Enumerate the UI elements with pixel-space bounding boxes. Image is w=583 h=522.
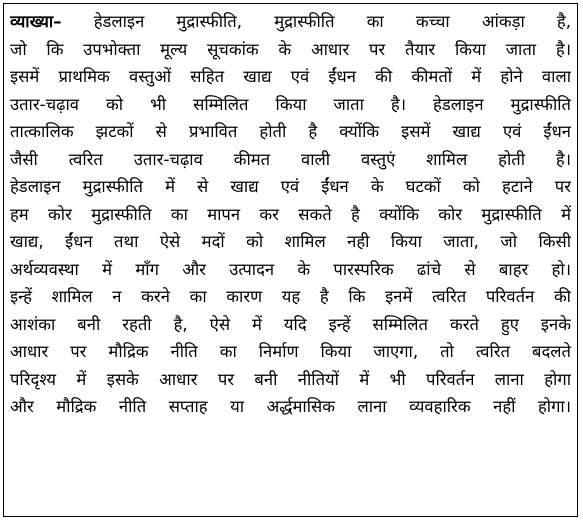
paragraph-line-5: तात्कालिक झटकों से प्रभावित होती है क्योंकि इसमें खाद्य एवं ईंधन (10, 122, 571, 141)
paragraph-line-3: इसमें प्राथमिक वस्तुओं सहित खाद्य एवं ईंधन की कीमतों में होने वाला (10, 67, 571, 86)
paragraph-line-4: उतार-चढ़ाव को भी सम्मिलित किया जाता है। हेडलाइन मुद्रास्फीति (10, 94, 571, 114)
paragraph-line-12: आशंका बनी रहती है, ऐसे में यदि इन्हें सम्मिलित करते हुए इनके (10, 314, 571, 334)
paragraph-line-10: अर्थव्यवस्था में माँग और उत्पादन के पारस्परिक ढांचे से बाहर हो। (10, 259, 571, 279)
paragraph-line-2: जो कि उपभोक्ता मूल्य सूचकांक के आधार पर तैयार किया जाता है। (10, 39, 571, 59)
paragraph-line-13: आधार पर मौद्रिक नीति का निर्माण किया जाएगा, तो त्वरित बदलते (10, 342, 571, 361)
paragraph-line-9: खाद्य, ईंधन तथा ऐसे मदों को शामिल नही किया जाता, जो किसी (10, 232, 571, 251)
paragraph-line-15: और मौद्रिक नीति सप्ताह या अर्द्धमासिक लाना व्यवहारिक नहीं होगा। (10, 397, 571, 416)
paragraph-line-11: इन्हें शामिल न करने का कारण यह है कि इनमें त्वरित परिवर्तन की (10, 287, 571, 306)
line-1-text: हेडलाइन मुद्रास्फीति, मुद्रास्फीति का कच्चा आंकड़ा है, (93, 12, 571, 31)
explanation-heading: व्याख्या– (10, 12, 62, 31)
explanation-box (3, 3, 578, 517)
paragraph-line-8: हम कोर मुद्रास्फीति का मापन कर सकते है क्योंकि कोर मुद्रास्फीति में (10, 204, 571, 224)
paragraph-line-1 (10, 8, 571, 36)
paragraph-line-14: परिदृश्य में इसके आधार पर बनी नीतियों में भी परिवर्तन लाना होगा (10, 369, 571, 389)
paragraph-line-7: हेडलाइन मुद्रास्फीति में से खाद्य एवं ईंधन के घटकों को हटाने पर (10, 177, 571, 196)
paragraph-line-6: जैसी त्वरित उतार-चढ़ाव कीमत वाली वस्तुएं शामिल होती है। (10, 149, 571, 169)
